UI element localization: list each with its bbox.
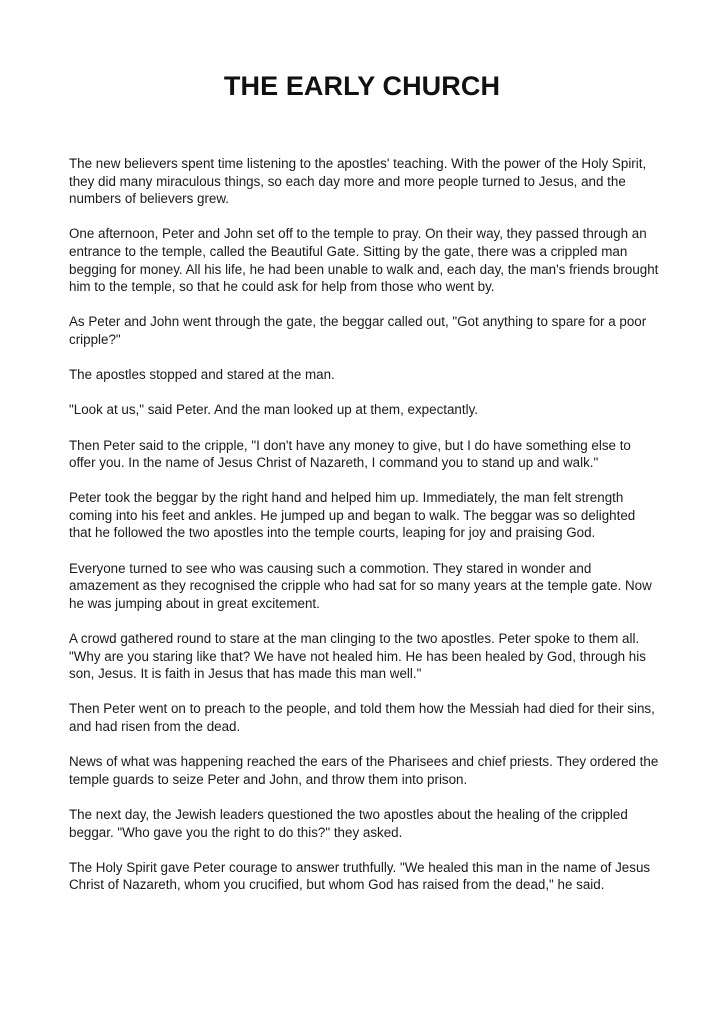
paragraph-commotion: Everyone turned to see who was causing such a commotion. They stared in wonder and amazement as they recognised the cripple who had sat for so many years at the temple gate. Now he was jumping about in great excitement. [69, 560, 652, 611]
paragraph-crowd-gathers: A crowd gathered round to stare at the man clinging to the two apostles. Peter spoke to them all. "Why are you staring like that? We have not healed him. He has been healed by God, through his son, Jesus. It is faith in Jesus that has made this man well." [69, 631, 646, 682]
paragraph-peter-answers: The Holy Spirit gave Peter courage to answer truthfully. "We healed this man in the name of Jesus Christ of Nazareth, whom you crucified, but whom God has raised from the dead," he said. [69, 859, 651, 893]
paragraph-beggar-calls: As Peter and John went through the gate, the beggar called out, "Got anything to spare for a poor cripple?" [69, 314, 647, 347]
paragraph-command-walk: Then Peter said to the cripple, "I don't have any money to give, but I do have something else to offer you. In the name of Jesus Christ of Nazareth, I command you to stand up and walk." [69, 437, 631, 471]
paragraph-questioning: The next day, the Jewish leaders questioned the two apostles about the healing of the crippled beggar. "Who gave you the right to do this?" they asked. [69, 806, 628, 840]
paragraph-believers: The new believers spent time listening to the apostles' teaching. With the power of the Holy Spirit, they did many miraculous things, so each day more and more people turned to Jesus, and the numbers of believers grew. [69, 156, 647, 207]
paragraph-look-at-us: "Look at us," said Peter. And the man looked up at them, expectantly. [69, 402, 478, 418]
story-body [69, 155, 659, 912]
paragraph-preaching: Then Peter went on to preach to the people, and told them how the Messiah had died for their sins, and had risen from the dead. [69, 701, 655, 734]
paragraph-healing: Peter took the beggar by the right hand and helped him up. Immediately, the man felt strength coming into his feet and ankles. He jumped up and began to walk. The beggar was so delighted that he followed the two apostles into the temple courts, leaping for joy and praising God. [69, 490, 636, 541]
page-title: THE EARLY CHURCH [223, 71, 501, 101]
paragraph-arrest: News of what was happening reached the ears of the Pharisees and chief priests. They ordered the temple guards to seize Peter and John, and throw them into prison. [69, 754, 659, 787]
paragraph-apostles-stop: The apostles stopped and stared at the man. [69, 367, 335, 383]
paragraph-beautiful-gate: One afternoon, Peter and John set off to the temple to pray. On their way, they passed through an entrance to the temple, called the Beautiful Gate. Sitting by the gate, there was a crippled man begging for money. All his life, he had been unable to walk and, each day, the man's friends brought him to the temple, so that he could ask for help from those who went by. [69, 226, 659, 295]
